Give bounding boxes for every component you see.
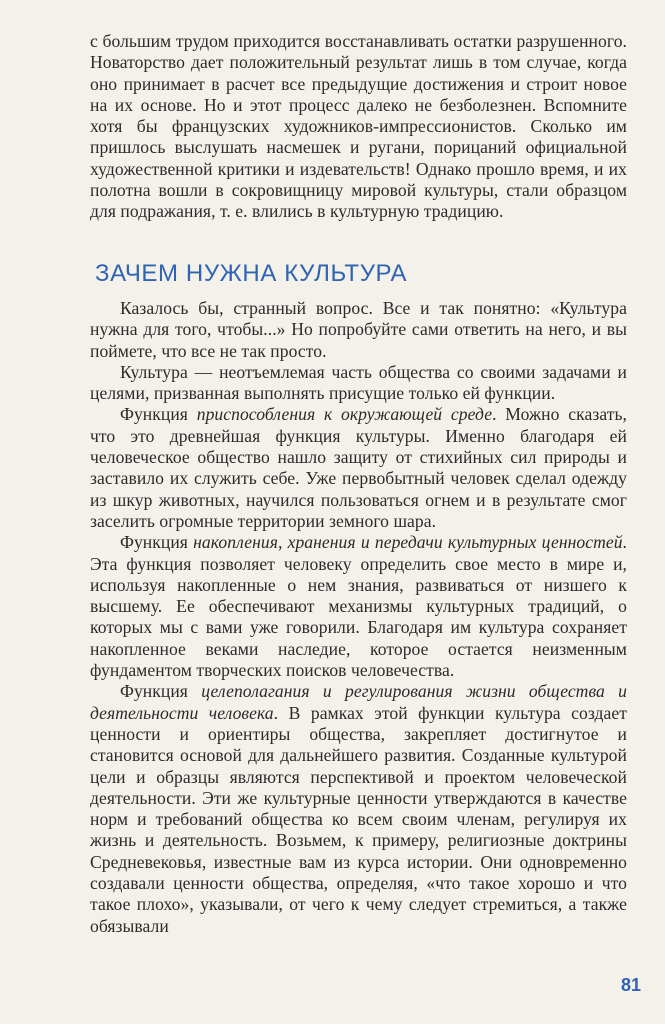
paragraph-1: Казалось бы, странный вопрос. Все и так понятно: «Культура нужна для того, чтобы...» Но попробуйте сами ответить на него, и вы поймете, что все не так просто. — [90, 298, 627, 361]
paragraph-2: Культура — неотъемлемая часть общества со своими задачами и целями, призванная выполнять присущие только ей функции. — [90, 361, 627, 404]
page-number: 81 — [620, 975, 641, 995]
paragraph-5-lead: Функция — [120, 681, 202, 702]
paragraph-5-term: целеполагания и регулирования жизни общества и деятельности человека — [90, 681, 627, 723]
intro-text-block — [90, 31, 627, 223]
section-body — [90, 298, 627, 937]
paragraph-4-rest: . Эта функция позволяет человеку определить свое место в мире и, используя накопленные о нем знания, развиваться от низшего к высшему. Ее обеспечивают механизмы культурных традиций, о которых мы с вами уже говорили. Благодаря им культура сохраняет накопленное веками наследие, которое остается неизменным фундаментом творческих поисков человечества. — [90, 532, 627, 681]
paragraph-3-lead: Функция — [120, 404, 197, 425]
paragraph-3-rest: . Можно сказать, что это древнейшая функция культуры. Именно благодаря ей человеческое общество нашло защиту от стихийных сил природы и заставило их служить себе. Уже первобытный человек сделал одежду из шкур животных, научился пользоваться огнем и в результате смог заселить огромные территории земного шара. — [90, 404, 627, 531]
paragraph-4 — [90, 532, 627, 681]
paragraph-4-term: накопления, хранения и передачи культурных ценностей — [193, 532, 623, 553]
section-heading: ЗАЧЕМ НУЖНА КУЛЬТУРА — [95, 260, 408, 287]
paragraph-5 — [90, 681, 627, 937]
paragraph-5-rest: . В рамках этой функции культура создает ценности и ориентиры общества, закрепляет достигнутое и становится основой для дальнейшего развития. Созданные культурой цели и образцы являются перспективой и проектом человеческой деятельности. Эти же культурные ценности утверждаются в качестве норм и требований общества ко всем своим членам, регулируя их жизнь и деятельность. Возьмем, к примеру, религиозные доктрины Средневековья, известные вам из курса истории. Они одновременно создавали ценности общества, определяя, «что такое хорошо и что такое плохо», указывали, от чего к чему следует стремиться, а также обязывали — [90, 702, 627, 936]
paragraph-4-lead: Функция — [120, 532, 194, 553]
paragraph-3-term: приспособления к окружающей среде — [196, 404, 493, 425]
intro-paragraph: с большим трудом приходится восстанавливать остатки разрушенного. Новаторство дает положительный результат лишь в том случае, когда оно принимает в расчет все предыдущие достижения и строит новое на их основе. Но и этот процесс далеко не безболезнен. Вспомните хотя бы французских художников-импрессионистов. Сколько им пришлось выслушать насмешек и ругани, порицаний официальной художественной критики и издевательств! Однако прошло время, и их полотна вошли в сокровищницу мировой культуры, стали образцом для подражания, т. е. влились в культурную традицию. — [90, 31, 627, 222]
paragraph-3 — [90, 404, 627, 532]
